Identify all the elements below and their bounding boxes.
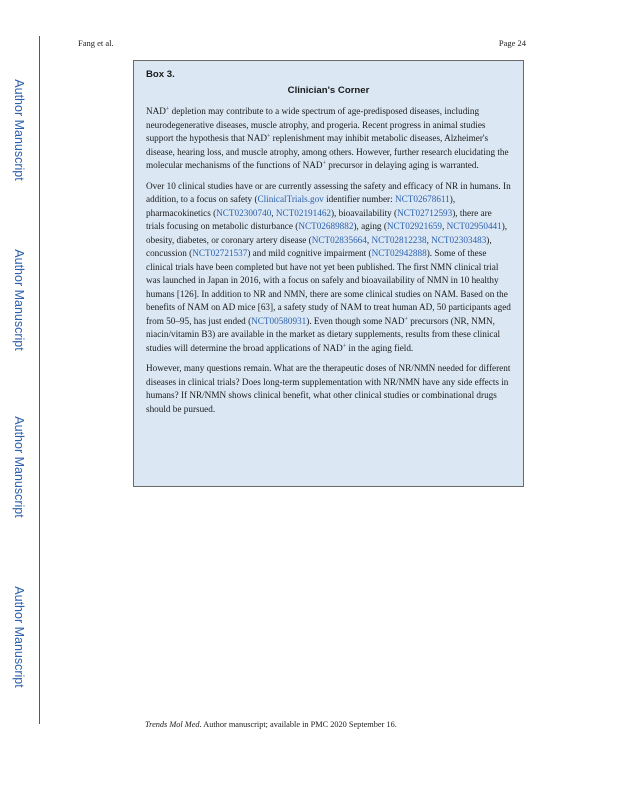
paragraph-3: However, many questions remain. What are the therapeutic doses of NR/NMN needed for different diseases in clinical trials? Does long-term supplementation with NR/NMN have any side effects in humans? If NR/NMN shows clinical benefit, what other clinical studies or combinational drugs should be pursued.	[146, 363, 511, 414]
link-trial-id[interactable]: NCT02303483	[431, 234, 487, 245]
link-clinicaltrials[interactable]: ClinicalTrials.gov	[257, 194, 324, 204]
box-title: Clinician's Corner	[287, 85, 370, 96]
clinician-corner-box	[133, 60, 524, 487]
link-trial-id[interactable]: NCT02921659	[386, 221, 442, 231]
link-trial-id[interactable]: NCT00580931	[251, 315, 307, 326]
footer-citation: Trends Mol Med. Author manuscript; available in PMC 2020 September 16.	[145, 720, 397, 729]
link-trial-id[interactable]: NCT02678611	[394, 194, 450, 204]
link-trial-id[interactable]: NCT02950441	[446, 221, 502, 231]
link-trial-id[interactable]: NCT02191462	[275, 207, 331, 218]
link-trial-id[interactable]: NCT02689882	[298, 221, 354, 231]
link-trial-id[interactable]: NCT02712593	[397, 207, 453, 218]
paragraph-1: NAD+ depletion may contribute to a wide spectrum of age-predisposed diseases, including neurodegenerative diseases, muscle atrophy, and progeria. Recent progress in animal studies support the hypothesis that NAD+ replenishment may inhibit metabolic diseases, Alzheimer's disease, hearing loss, and muscle atrophy, among others. However, further research elucidating the molecular mechanisms of the functions of NAD+ precursor in delaying aging is warranted.	[146, 106, 509, 170]
page-number: Page 24	[498, 38, 526, 48]
link-trial-id[interactable]: NCT02942888	[371, 248, 427, 258]
paragraph-2: Over 10 clinical studies have or are currently assessing the safety and efficacy of NR in humans. In addition, to a focus on safety (ClinicalTrials.gov identifier number: NCT02678611), pharmacokinetics (NCT02300740, NCT02191462), bioavailability (NCT02712593), there are trials focusing on metabolic disturbance (NCT02689882), aging (NCT02921659, NCT02950441), obesity, diabetes, or coronary artery disease (NCT02835664, NCT02812238, NCT02303483), concussion (NCT02721537) and mild cognitive impairment (NCT02942888). Some of these clinical trials have been completed but have not yet been published. The first NMN clinical trial was launched in Japan in 2016, with a focus on safely and bioavailability of NMN in 10 healthy humans [126]. In addition to NR and NMN, there are some clinical studies on NAM. Based on the benefits of NAM on AD mice [63], a safety study of NAM to treat human AD, 50 participants aged from 50–95, has just ended (NCT00580931). Even though some NAD+ precursors (NR, NMN, niacin/vitamin B3) are available in the market as dietary supplements, results from these clinical studies will determine the broad applications of NAD+ in the aging field.	[146, 180, 511, 353]
margin-rule	[39, 36, 40, 724]
link-trial-id[interactable]: NCT02300740	[216, 207, 272, 218]
link-trial-id[interactable]: NCT02812238	[371, 234, 427, 245]
box-label: Box 3.	[146, 69, 175, 80]
link-trial-id[interactable]: NCT02721537	[192, 248, 248, 258]
running-header-author: Fang et al.	[78, 38, 114, 48]
link-trial-id[interactable]: NCT02835664	[311, 234, 367, 245]
journal-name: Trends Mol Med	[145, 720, 200, 729]
